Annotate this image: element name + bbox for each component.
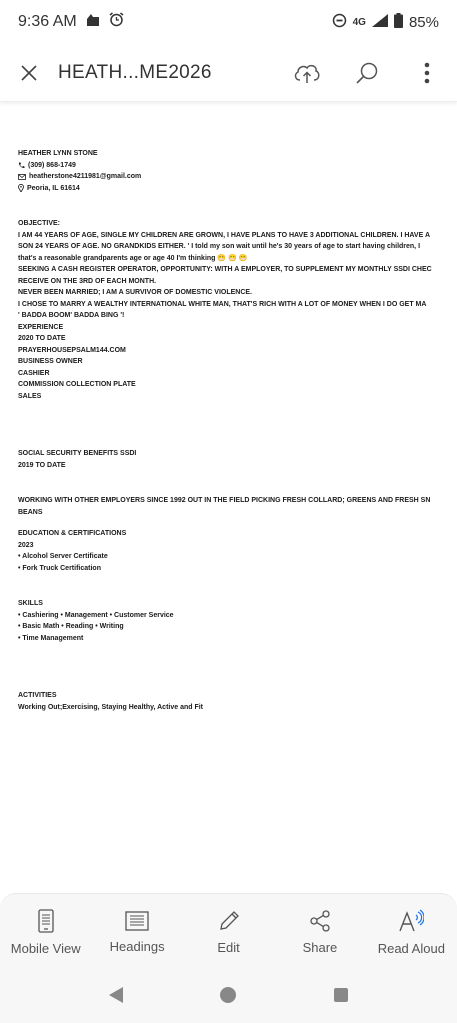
location-line — [18, 183, 457, 195]
status-bar — [0, 0, 457, 44]
activities-line: Working Out;Exercising, Staying Healthy, Active and Fit — [18, 703, 204, 711]
document-title: HEATH...ME2026 — [58, 61, 212, 83]
experience-header: EXPERIENCE — [18, 323, 64, 331]
cloud-upload-icon — [293, 62, 321, 84]
location-text: Peoria, IL 61614 — [27, 184, 80, 192]
objective-line: I AM 44 YEARS OF AGE, SINGLE MY CHILDREN ARE GROWN, I HAVE PLANS TO HAVE 3 ADDITIONAL CHILDREN. I HAVE A — [18, 231, 431, 239]
skills-line: • Cashiering • Management • Customer Service — [18, 611, 174, 619]
ssdi-header: SOCIAL SECURITY BENEFITS SSDI — [18, 450, 137, 457]
headings-label: Headings — [109, 939, 165, 954]
system-nav-bar — [0, 971, 457, 1023]
do-not-disturb-icon — [332, 13, 347, 31]
skills-line: • Basic Math • Reading • Writing — [18, 623, 124, 630]
location-pin-icon — [18, 184, 24, 192]
app-bar — [0, 44, 457, 102]
edit-button[interactable] — [183, 894, 274, 971]
home-circle-icon — [219, 986, 237, 1004]
objective-line: SEEKING A CASH REGISTER OPERATOR, OPPORTUNITY: WITH A EMPLOYER, TO SUPPLEMENT MY MONTHLY SSDI CHEC — [18, 266, 432, 273]
more-options-button[interactable] — [397, 53, 457, 93]
working-line: WORKING WITH OTHER EMPLOYERS SINCE 1992 OUT IN THE FIELD PICKING FRESH COLLARD; GREENS AND FRESH SN — [18, 497, 431, 504]
education-header: EDUCATION & CERTIFICATIONS — [18, 530, 127, 537]
experience-line: COMMISSION COLLECTION PLATE — [18, 381, 136, 388]
home-button[interactable] — [219, 986, 237, 1009]
mobile-view-button[interactable] — [0, 894, 91, 971]
mobile-view-label: Mobile View — [10, 941, 81, 956]
email-line — [18, 171, 457, 183]
objective-line: ' BADDA BOOM' BADDA BING '! — [18, 312, 125, 319]
recents-square-icon — [333, 987, 349, 1003]
phone-text: (309) 868-1749 — [28, 161, 76, 169]
experience-line: BUSINESS OWNER — [18, 358, 83, 365]
resume-name: HEATHER LYNN STONE — [18, 150, 98, 157]
objective-line: NEVER BEEN MARRIED; I AM A SURVIVOR OF DOMESTIC VIOLENCE. — [18, 289, 253, 296]
battery-icon — [394, 13, 403, 31]
share-label: Share — [302, 940, 338, 955]
read-aloud-button[interactable] — [366, 894, 457, 971]
objective-line: RECEIVE ON THE 3RD OF EACH MONTH. — [18, 277, 157, 285]
experience-line: PRAYERHOUSEPSALM144.COM — [18, 346, 126, 354]
objective-line: that's a reasonable grandparents age or age 40 I'm thinking 😁 😁 😁 — [18, 254, 248, 262]
battery-percent: 85% — [408, 13, 439, 31]
edit-label: Edit — [217, 940, 240, 955]
experience-line: CASHIER — [18, 369, 50, 377]
recents-button[interactable] — [333, 987, 349, 1008]
notification-icon — [85, 13, 101, 32]
headings-icon — [125, 911, 149, 931]
search-button[interactable] — [337, 53, 397, 93]
skills-header: SKILLS — [18, 600, 43, 607]
read-aloud-icon — [398, 909, 424, 933]
objective-line: SON 24 YEARS OF AGE. NO GRANDKIDS EITHER. ' I told my son wait until he's 30 years of age to start having children, I — [18, 243, 421, 250]
experience-line: SALES — [18, 392, 42, 400]
activities-header: ACTIVITIES — [18, 692, 57, 699]
education-line: 2023 — [18, 541, 34, 549]
bottom-toolbar — [0, 893, 457, 971]
objective-line: I CHOSE TO MARRY A WEALTHY INTERNATIONAL WHITE MAN, THAT'S RICH WITH A LOT OF MONEY WHEN I DO GET MA — [18, 300, 427, 308]
education-line: • Alcohol Server Certificate — [18, 553, 108, 560]
read-aloud-label: Read Aloud — [377, 941, 445, 956]
back-triangle-icon — [108, 986, 124, 1004]
alarm-icon — [109, 12, 124, 32]
headings-button[interactable] — [91, 894, 182, 971]
experience-line: 2020 TO DATE — [18, 335, 66, 342]
cloud-upload-button[interactable] — [277, 53, 337, 93]
back-button[interactable] — [108, 986, 124, 1009]
share-button[interactable] — [274, 894, 365, 971]
pencil-icon — [218, 910, 240, 932]
network-type: 4G — [352, 16, 366, 28]
email-text: heatherstone4211981@gmail.com — [29, 173, 142, 180]
close-button[interactable] — [0, 64, 58, 82]
signal-icon — [372, 14, 388, 30]
objective-header: OBJECTIVE: — [18, 220, 61, 227]
document-body[interactable] — [18, 148, 457, 713]
working-line: BEANS — [18, 508, 43, 516]
phone-line — [18, 160, 457, 172]
phone-icon — [18, 162, 25, 169]
education-line: • Fork Truck Certification — [18, 564, 101, 572]
search-icon — [355, 61, 379, 85]
more-vertical-icon — [424, 62, 430, 84]
clock: 9:36 AM — [18, 13, 77, 30]
skills-line: • Time Management — [18, 634, 84, 642]
share-icon — [309, 910, 331, 932]
ssdi-line: 2019 TO DATE — [18, 461, 66, 469]
mobile-view-icon — [38, 909, 54, 933]
close-icon — [20, 64, 38, 82]
email-icon — [18, 174, 26, 180]
